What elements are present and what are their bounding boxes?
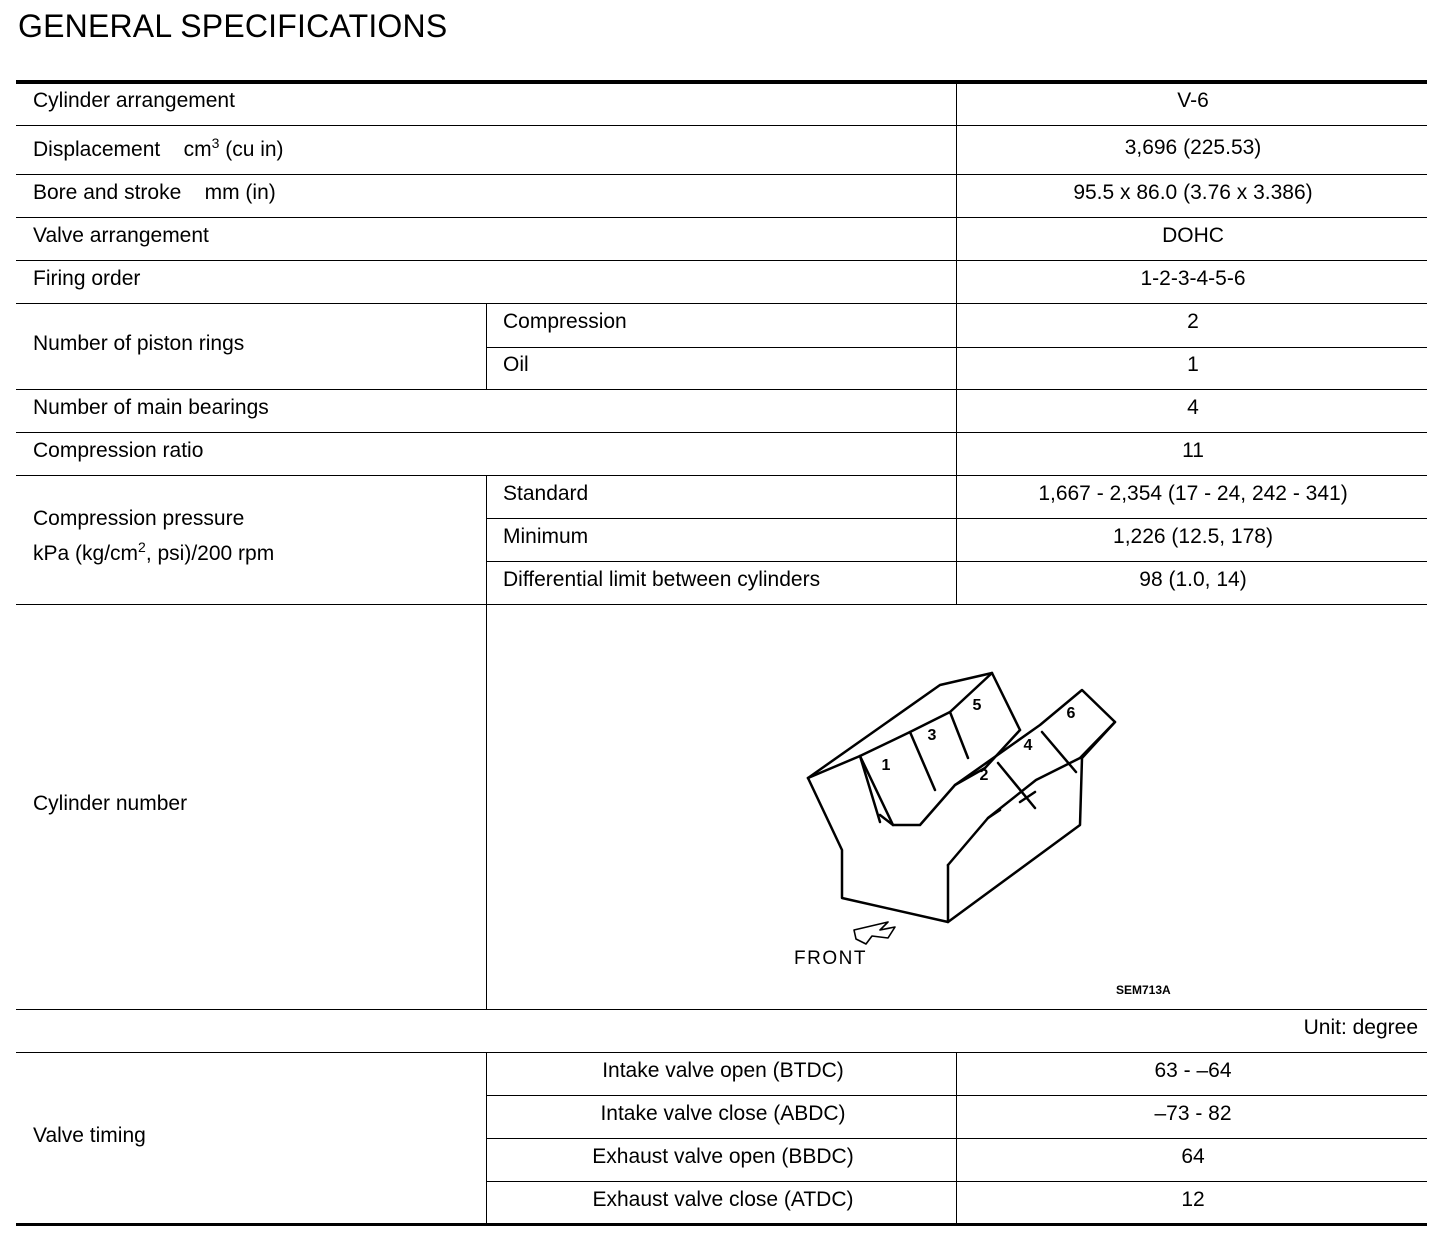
compression-differential-value: 98 (1.0, 14) [1139, 568, 1247, 591]
valve-timing-row-value: –73 - 82 [1154, 1102, 1232, 1125]
cylinder-3-label: 3 [927, 727, 937, 744]
row-divider [16, 217, 1427, 218]
row-divider [487, 1138, 1427, 1139]
front-label: FRONT [794, 948, 867, 969]
row-divider [16, 303, 1427, 304]
displacement-label [33, 135, 284, 162]
cylinder-2-label: 2 [979, 767, 989, 784]
cylinder-number-diagram [780, 660, 1220, 1000]
bore-stroke-value: 95.5 x 86.0 (3.76 x 3.386) [1073, 181, 1313, 204]
row-divider [16, 174, 1427, 175]
valve-arrangement-value: DOHC [1162, 224, 1224, 247]
compression-ratio-value: 11 [1182, 439, 1204, 462]
piston-rings-compression-value: 2 [1187, 310, 1199, 333]
displacement-label-text: Displacement [33, 138, 161, 161]
displacement-unit-prefix: cm [183, 138, 212, 161]
value-column-divider [956, 84, 957, 605]
row-divider [487, 347, 1427, 348]
compression-standard-label: Standard [503, 482, 589, 505]
piston-rings-compression-label: Compression [503, 310, 627, 333]
compression-pressure-unit-prefix: kPa (kg/cm [33, 542, 139, 565]
compression-pressure-label: Compression pressure [33, 507, 245, 530]
diagram-code: SEM713A [1116, 983, 1171, 997]
compression-pressure-unit [33, 539, 275, 566]
valve-timing-row-value: 63 - –64 [1154, 1059, 1232, 1082]
cylinder-5-label: 5 [972, 697, 982, 714]
valve-timing-row-value: 64 [1181, 1145, 1205, 1168]
page-title: GENERAL SPECIFICATIONS [18, 8, 448, 44]
displacement-value: 3,696 (225.53) [1124, 136, 1262, 159]
valve-timing-row-label: Intake valve open (BTDC) [602, 1059, 844, 1082]
row-divider [16, 475, 1427, 476]
row-divider [16, 260, 1427, 261]
valve-timing-row-label: Exhaust valve open (BBDC) [592, 1145, 854, 1168]
row-divider [16, 1009, 1427, 1010]
valve-timing-row-label: Intake valve close (ABDC) [600, 1102, 846, 1125]
cylinder-6-label: 6 [1066, 705, 1076, 722]
cylinder-arrangement-value: V-6 [1177, 89, 1209, 112]
cylinder-4-label: 4 [1023, 737, 1033, 754]
compression-minimum-label: Minimum [503, 525, 589, 548]
valve-timing-row-value: 12 [1181, 1188, 1205, 1211]
displacement-unit-sup: 3 [211, 135, 220, 151]
sub-column-divider [486, 303, 487, 390]
row-divider [16, 389, 1427, 390]
cylinder-1-label: 1 [881, 757, 891, 774]
bore-stroke-unit: mm (in) [204, 181, 276, 204]
piston-rings-oil-value: 1 [1187, 353, 1199, 376]
row-divider [16, 432, 1427, 433]
cylinder-number-label: Cylinder number [33, 792, 188, 815]
valve-arrangement-label: Valve arrangement [33, 224, 209, 247]
main-bearings-value: 4 [1187, 396, 1199, 419]
firing-order-value: 1-2-3-4-5-6 [1140, 267, 1246, 290]
piston-rings-label: Number of piston rings [33, 332, 245, 355]
compression-pressure-unit-suffix: , psi)/200 rpm [145, 542, 275, 565]
sub-column-divider [486, 475, 487, 1010]
compression-minimum-value: 1,226 (12.5, 178) [1113, 525, 1273, 548]
bore-stroke-label [33, 181, 276, 205]
row-divider [16, 125, 1427, 126]
main-bearings-label: Number of main bearings [33, 396, 269, 419]
compression-differential-label: Differential limit between cylinders [503, 568, 821, 591]
unit-note: Unit: degree [1303, 1016, 1418, 1039]
row-divider [16, 1052, 1427, 1053]
row-divider [487, 1095, 1427, 1096]
row-divider [16, 604, 1427, 605]
table-top-rule [16, 80, 1427, 84]
sub-column-divider [486, 1052, 487, 1224]
compression-pressure-unit-sup: 2 [138, 539, 146, 555]
compression-standard-value: 1,667 - 2,354 (17 - 24, 242 - 341) [1038, 482, 1348, 505]
row-divider [487, 518, 1427, 519]
row-divider [487, 1181, 1427, 1182]
row-divider [487, 561, 1427, 562]
valve-timing-label: Valve timing [33, 1124, 146, 1147]
table-bottom-rule [16, 1223, 1427, 1226]
cylinder-arrangement-label: Cylinder arrangement [33, 89, 235, 112]
firing-order-label: Firing order [33, 267, 141, 290]
displacement-unit-suffix: (cu in) [219, 138, 284, 161]
bore-stroke-label-text: Bore and stroke [33, 181, 182, 204]
piston-rings-oil-label: Oil [503, 353, 529, 376]
valve-timing-row-label: Exhaust valve close (ATDC) [592, 1188, 854, 1211]
compression-ratio-label: Compression ratio [33, 439, 204, 462]
